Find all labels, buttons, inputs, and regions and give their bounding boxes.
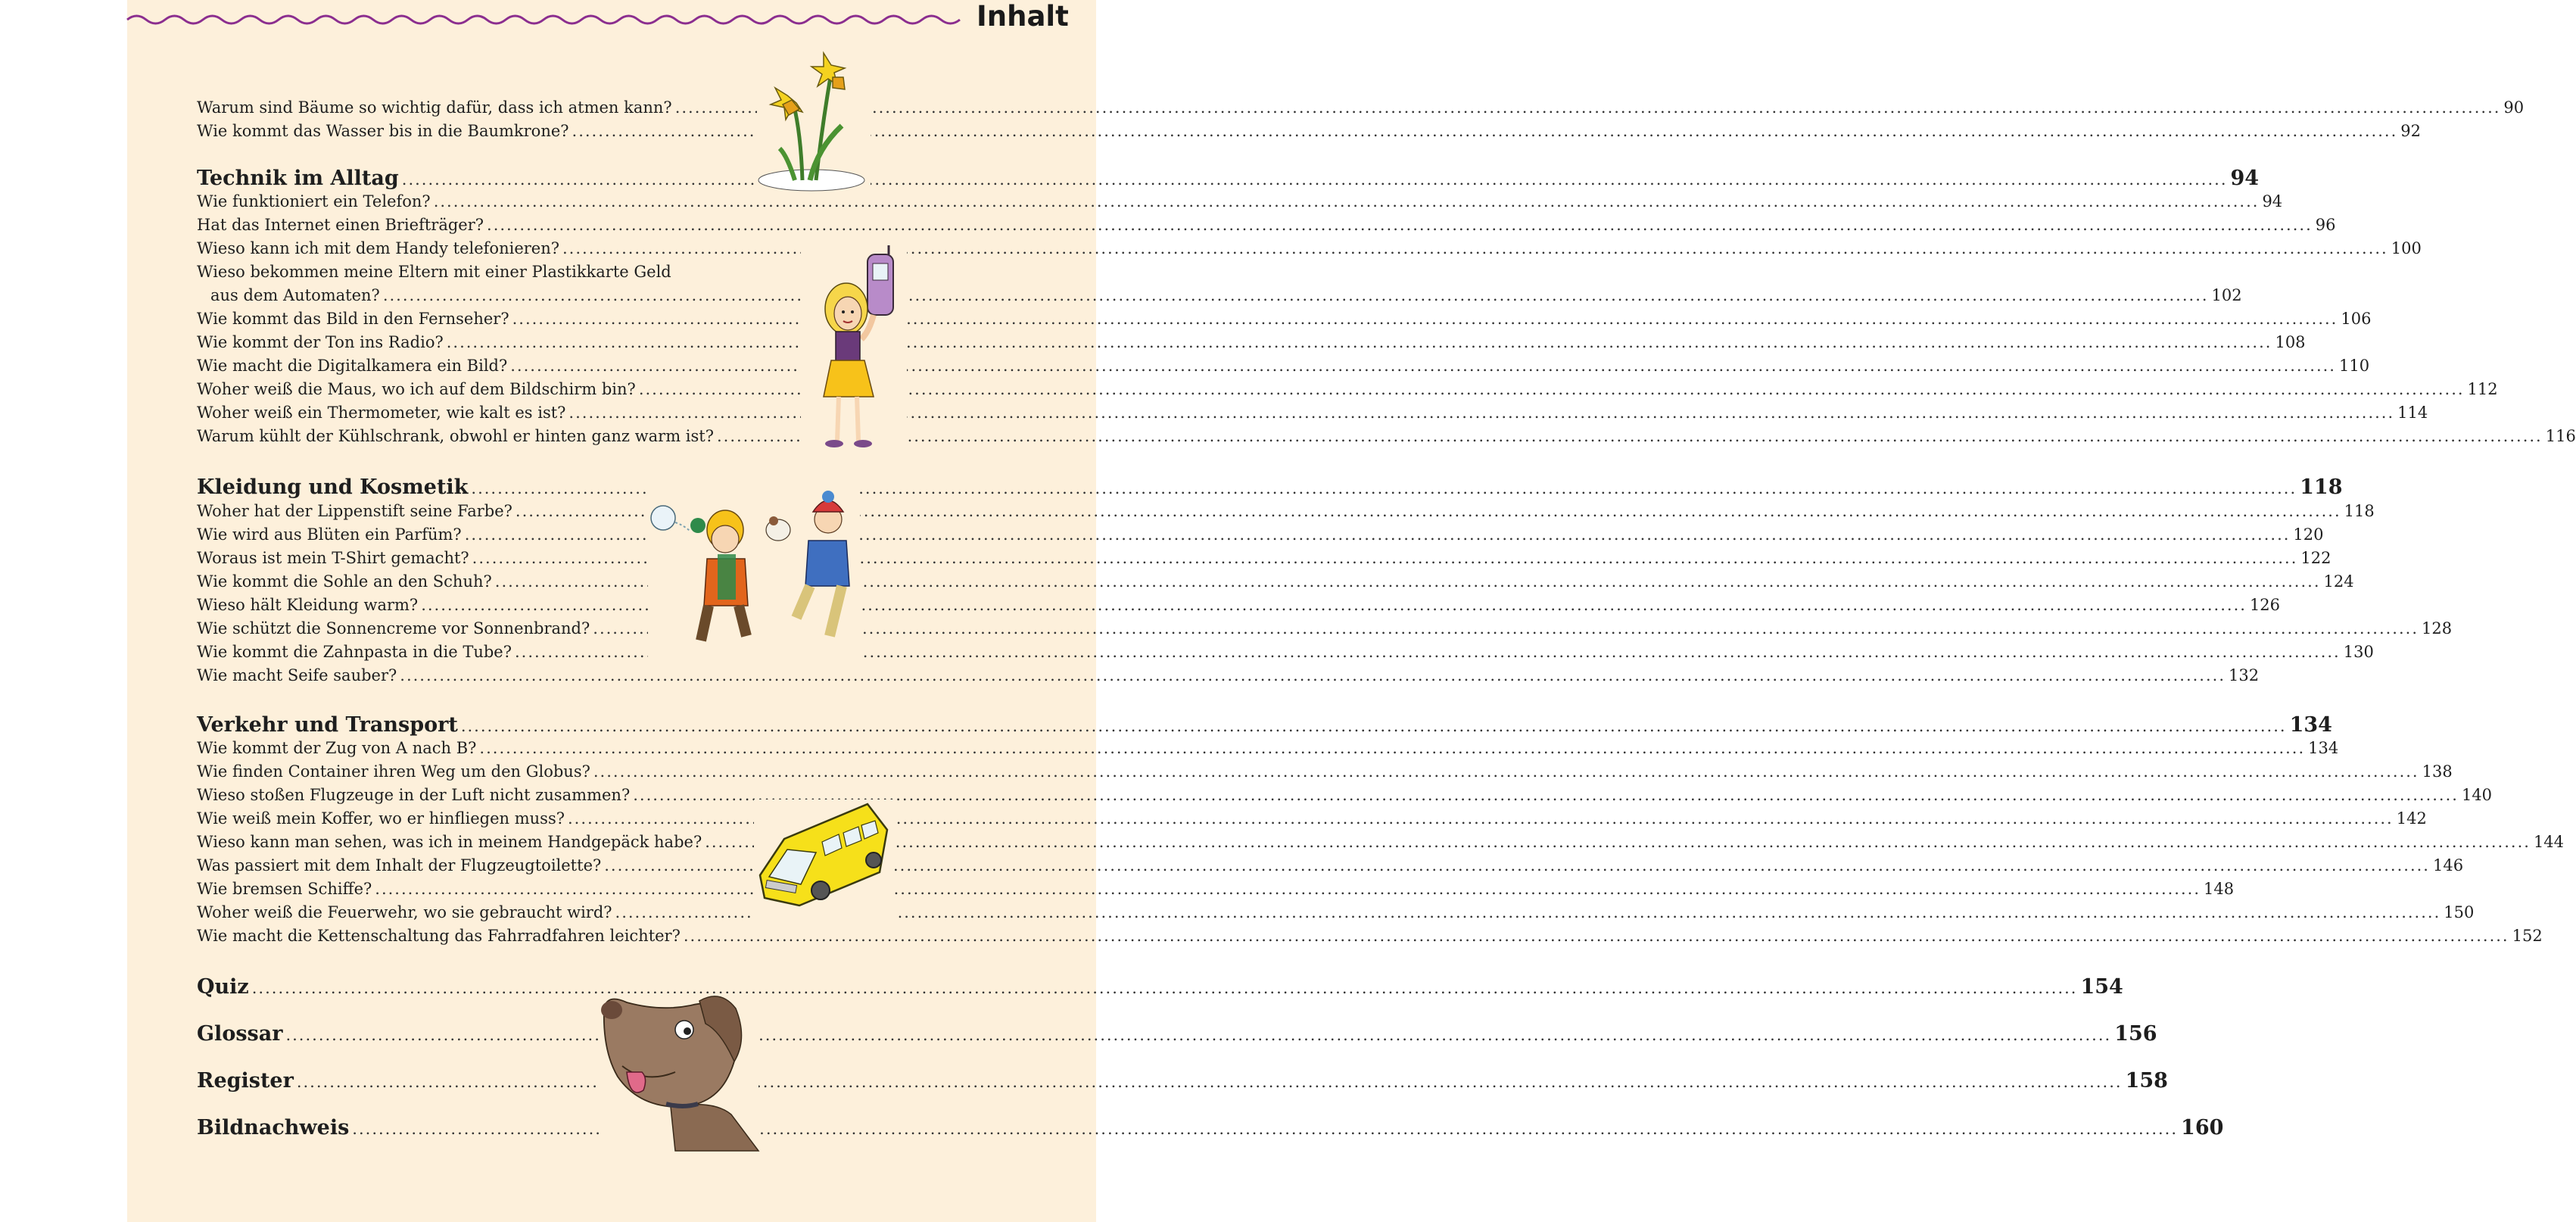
toc-entry[interactable]: Wie macht die Kettenschaltung das Fahrradfahren leichter? ..... 152 xyxy=(197,927,1123,951)
toc-entry[interactable]: Wie kommt der Zug von A nach B? ..... 134 xyxy=(197,739,1123,763)
toc-section-heading[interactable]: Glossar ..... 156 xyxy=(197,1022,1123,1046)
toc-entry[interactable]: Was passiert mit dem Inhalt der Flugzeugtoilette? ..... 146 xyxy=(197,856,1123,881)
toc-entry[interactable]: Wie weiß mein Koffer, wo er hinfliegen muss? ..... 142 xyxy=(197,809,1123,834)
kids-snowball-illustration xyxy=(648,485,860,659)
toc-entry[interactable]: aus dem Automaten? ..... 102 xyxy=(197,286,1123,310)
toc-entry[interactable]: Wie kommt die Sohle an den Schuh? ..... 124 xyxy=(197,572,1123,597)
toc-entry[interactable]: Wieso kann ich mit dem Handy telefonieren? ..... 100 xyxy=(197,239,1123,263)
daffodil-illustration xyxy=(757,42,871,194)
dog-illustration xyxy=(600,993,758,1151)
yellow-van-illustration xyxy=(754,800,895,919)
toc-entry[interactable]: Wie bremsen Schiffe? ..... 148 xyxy=(197,880,1123,904)
toc-entry[interactable]: Wie kommt die Zahnpasta in die Tube? ..... 130 xyxy=(197,643,1123,667)
toc-entry[interactable]: Wieso kann man sehen, was ich in meinem Handgepäck habe? ..... 144 xyxy=(197,833,1123,857)
toc-entry[interactable]: Warum kühlt der Kühlschrank, obwohl er hinten ganz warm ist? ..... 116 xyxy=(197,427,1123,451)
toc-entry[interactable]: Woher hat der Lippenstift seine Farbe? ..... 118 xyxy=(197,502,1123,526)
toc-entry[interactable]: Wie finden Container ihren Weg um den Globus? ..... 138 xyxy=(197,762,1123,787)
toc-entry[interactable]: Wie wird aus Blüten ein Parfüm? ..... 120 xyxy=(197,525,1123,550)
toc-section-heading[interactable]: Register ..... 158 xyxy=(197,1069,1123,1093)
toc-entry[interactable]: Woher weiß ein Thermometer, wie kalt es ist? ..... 114 xyxy=(197,404,1123,428)
toc-section-heading[interactable]: Bildnachweis ..... 160 xyxy=(197,1116,1123,1140)
toc-entry[interactable]: Wie macht Seife sauber? ..... 132 xyxy=(197,666,1123,690)
toc-entry[interactable]: Hat das Internet einen Briefträger? ..... 96 xyxy=(197,216,1123,240)
toc-entry[interactable]: Woraus ist mein T-Shirt gemacht? ..... 122 xyxy=(197,549,1123,573)
toc-entry[interactable]: Wie macht die Digitalkamera ein Bild? ..... 110 xyxy=(197,357,1123,381)
toc-entry[interactable]: Woher weiß die Maus, wo ich auf dem Bildschirm bin? ..... 112 xyxy=(197,380,1123,404)
toc-section-heading[interactable]: Technik im Alltag ..... 94 xyxy=(197,167,1123,191)
toc-entry[interactable]: Wieso bekommen meine Eltern mit einer Plastikkarte Geld xyxy=(197,263,671,281)
toc-entry[interactable]: Wie funktioniert ein Telefon? ..... 94 xyxy=(197,192,1123,217)
toc-section-heading[interactable]: Quiz ..... 154 xyxy=(197,975,1123,999)
toc-entry[interactable]: Woher weiß die Feuerwehr, wo sie gebraucht wird? ..... 150 xyxy=(197,903,1123,927)
girl-with-phone-illustration xyxy=(801,248,907,457)
wavy-header-line xyxy=(127,11,967,29)
toc-entry[interactable]: Warum sind Bäume so wichtig dafür, dass ich atmen kann? ..... 90 xyxy=(197,98,1123,123)
book-page xyxy=(127,0,2576,1222)
toc-entry[interactable]: Wieso stoßen Flugzeuge in der Luft nicht zusammen? ..... 140 xyxy=(197,786,1123,810)
toc-section-heading[interactable]: Verkehr und Transport ..... 134 xyxy=(197,713,1123,737)
toc-entry[interactable]: Wie kommt das Wasser bis in die Baumkrone? ..... 92 xyxy=(197,122,1123,146)
toc-entry[interactable]: Wie schützt die Sonnencreme vor Sonnenbrand? ..... 128 xyxy=(197,619,1123,644)
toc-entry[interactable]: Wieso hält Kleidung warm? ..... 126 xyxy=(197,596,1123,620)
page-header-title: Inhalt xyxy=(977,0,1069,33)
toc-entry[interactable]: Wie kommt der Ton ins Radio? ..... 108 xyxy=(197,333,1123,357)
toc-entry[interactable]: Wie kommt das Bild in den Fernseher? ..... 106 xyxy=(197,310,1123,334)
toc-section-heading[interactable]: Kleidung und Kosmetik ..... 118 xyxy=(197,475,1123,500)
